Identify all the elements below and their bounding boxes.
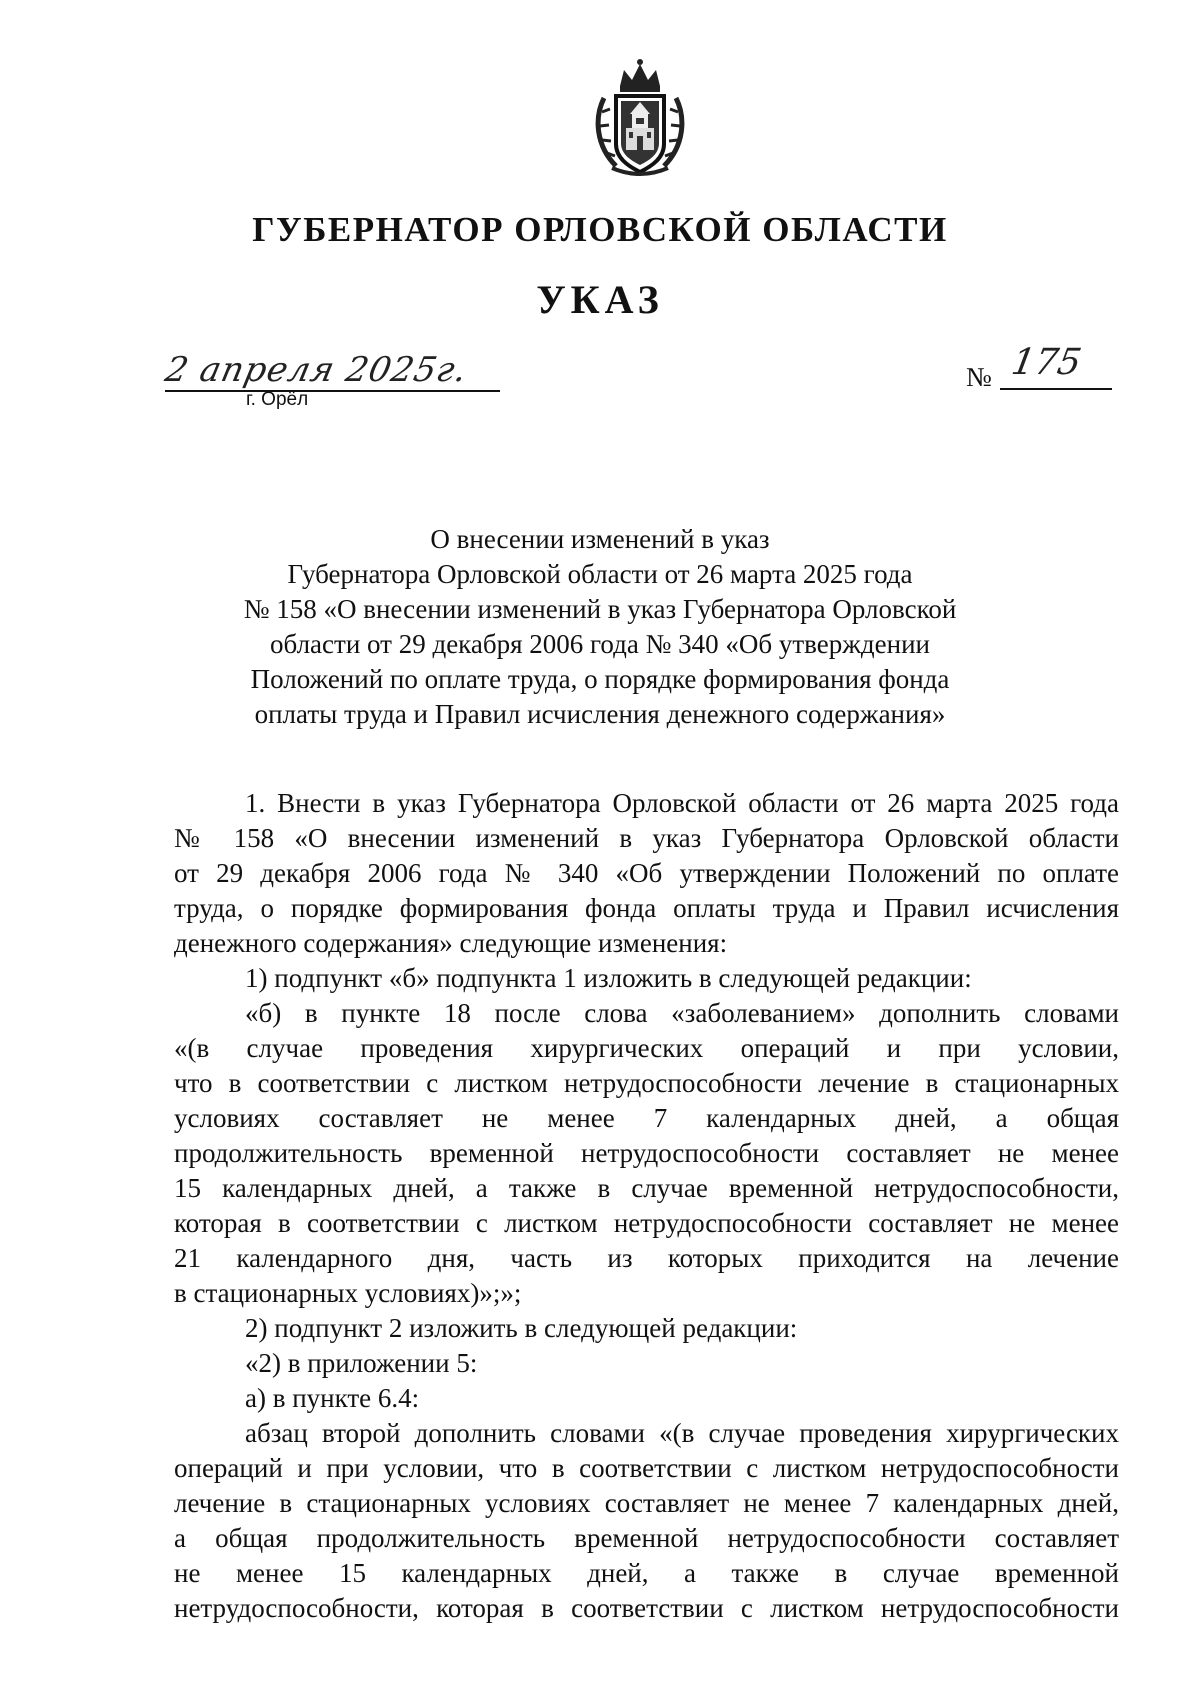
body-line: не менее 15 календарных дней, а также в случае временной — [174, 1558, 1119, 1588]
body-line: продолжительность временной нетрудоспособности составляет не менее — [174, 1138, 1119, 1168]
number-label: № — [966, 362, 992, 392]
body-line: что в соответствии с листком нетрудоспособности лечение в стационарных — [174, 1068, 1119, 1098]
document-type: УКАЗ — [536, 277, 664, 322]
coat-of-arms-icon — [590, 56, 690, 178]
city-label: г. Орёл — [246, 389, 309, 410]
title-line: О внесении изменений в указ — [430, 524, 770, 554]
title-line: оплаты труда и Правил исчисления денежного содержания» — [254, 699, 946, 729]
body-line: абзац второй дополнить словами «(в случае проведения хирургических — [245, 1418, 1119, 1448]
title-line: области от 29 декабря 2006 года № 340 «Об утверждении — [270, 629, 930, 659]
body-line: 1) подпункт «б» подпункта 1 изложить в следующей редакции: — [245, 963, 972, 993]
handwritten-date: 2 апреля 2025г. — [161, 350, 472, 390]
document-body — [174, 786, 1119, 1626]
body-line: «б) в пункте 18 после слова «заболеванием» дополнить словами — [245, 998, 1119, 1028]
body-line: операций и при условии, что в соответствии с листком нетрудоспособности — [174, 1453, 1119, 1483]
issuing-authority: ГУБЕРНАТОР ОРЛОВСКОЙ ОБЛАСТИ — [252, 210, 948, 249]
body-line: «2) в приложении 5: — [245, 1348, 478, 1378]
body-line: денежного содержания» следующие изменения: — [174, 928, 728, 958]
body-line: нетрудоспособности, которая в соответствии с листком нетрудоспособности — [174, 1593, 1119, 1623]
body-line: 21 календарного дня, часть из которых приходится на лечение — [174, 1243, 1119, 1273]
body-line: от 29 декабря 2006 года № 340 «Об утверждении Положений по оплате — [174, 858, 1119, 888]
title-line: № 158 «О внесении изменений в указ Губернатора Орловской — [243, 594, 957, 624]
body-line: а) в пункте 6.4: — [245, 1383, 420, 1413]
document-title — [200, 522, 1000, 732]
date-underline — [165, 390, 500, 392]
body-line: лечение в стационарных условиях составляет не менее 7 календарных дней, — [174, 1488, 1119, 1518]
body-line: а общая продолжительность временной нетрудоспособности составляет — [174, 1523, 1119, 1553]
body-line: 2) подпункт 2 изложить в следующей редакции: — [245, 1313, 798, 1343]
handwritten-number: 175 — [1008, 342, 1085, 383]
body-line: труда, о порядке формирования фонда оплаты труда и Правил исчисления — [174, 893, 1119, 923]
title-line: Губернатора Орловской области от 26 марта 2025 года — [287, 559, 913, 589]
body-line: № 158 «О внесении изменений в указ Губернатора Орловской области — [174, 823, 1119, 853]
body-line: 15 календарных дней, а также в случае временной нетрудоспособности, — [174, 1173, 1119, 1203]
number-underline — [1000, 388, 1112, 390]
body-line: 1. Внести в указ Губернатора Орловской области от 26 марта 2025 года — [245, 788, 1119, 818]
body-line: в стационарных условиях)»;»; — [174, 1278, 522, 1308]
title-line: Положений по оплате труда, о порядке формирования фонда — [250, 664, 950, 694]
body-line: условиях составляет не менее 7 календарных дней, а общая — [174, 1103, 1119, 1133]
body-line: «(в случае проведения хирургических операций и при условии, — [174, 1033, 1119, 1063]
body-line: которая в соответствии с листком нетрудоспособности составляет не менее — [174, 1208, 1119, 1238]
